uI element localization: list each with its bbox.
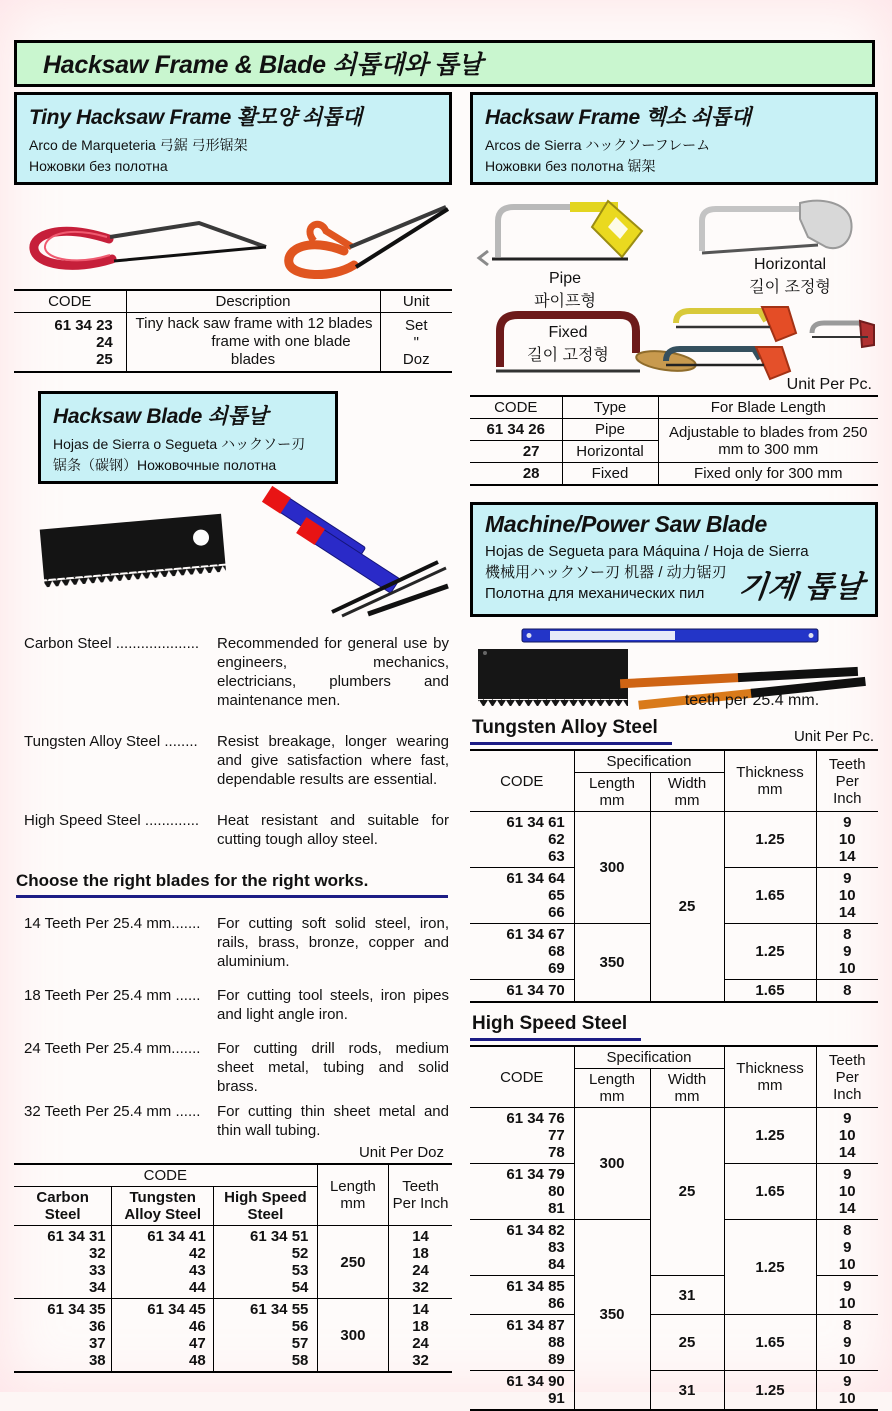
thickness-cell: 1.65 <box>724 1315 816 1371</box>
teeth-cell <box>816 1220 878 1276</box>
teeth-cell <box>816 980 878 1003</box>
tungsten-codes: 61 34 41 42 43 44 <box>147 1228 206 1296</box>
codes: 61 34 76 77 78 <box>506 1110 565 1161</box>
tungsten-header-row-1 <box>470 750 878 773</box>
pipe-label <box>500 267 630 313</box>
frame-table-header-row <box>470 396 878 419</box>
hss-col-length: Length mm <box>574 1069 650 1108</box>
thickness-cell: 1.25 <box>724 1220 816 1315</box>
steel-type-desc: Recommended for general use by engineers, mechanics, electricians, plumbers and maintenance men. <box>217 635 449 709</box>
teeth-values: 14 18 24 32 <box>412 1228 429 1296</box>
frame-code-cell: 61 34 26 <box>470 419 562 441</box>
teeth-guide-desc: For cutting thin sheet metal and thin wall tubing. <box>217 1103 449 1139</box>
hacksaw-blade-image <box>14 490 452 618</box>
machine-blade-subtitle-cn: 機械用ハックソー刃 机器 / 动力锯刃 <box>485 564 727 581</box>
tiny-hacksaw-subtitle-es: Arco de Marqueteria 弓鋸 弓形锯架 <box>29 137 248 153</box>
frame-type-cell: Fixed <box>562 463 658 486</box>
tiny-codes: 61 34 23 24 25 <box>54 316 113 368</box>
code-cell <box>470 812 574 868</box>
frame-table-row <box>470 463 878 486</box>
teeth-guide-label: 18 Teeth Per 25.4 mm ...... <box>24 987 201 1004</box>
frame-col-type: Type <box>562 396 658 419</box>
hss-col-teeth: Teeth Per Inch <box>816 1046 878 1108</box>
thickness-cell: 1.25 <box>724 1108 816 1164</box>
machine-blade-header <box>470 502 878 617</box>
code-cell <box>470 1371 574 1411</box>
tungsten-col-code: CODE <box>470 750 574 812</box>
hss-col-code: CODE <box>470 1046 574 1108</box>
teeth-guide-label: 14 Teeth Per 25.4 mm....... <box>24 915 201 932</box>
tungsten-codes: 61 34 45 46 47 48 <box>147 1301 206 1369</box>
blade-table-header-row-1 <box>14 1164 452 1187</box>
tiny-hacksaw-image <box>14 187 452 287</box>
width-25-cell: 25 <box>650 1108 724 1276</box>
teeth-guide-desc: For cutting tool steels, iron pipes and light angle iron. <box>217 987 449 1023</box>
fixed-label <box>504 321 632 367</box>
code-cell <box>470 924 574 980</box>
length-350-cell: 350 <box>574 1220 650 1411</box>
steel-type-item <box>14 811 452 849</box>
tungsten-col-spec: Specification <box>574 750 724 773</box>
teeth-guide-item <box>14 1039 452 1096</box>
carbon-codes: 61 34 35 36 37 38 <box>47 1301 106 1369</box>
blade-col-code: CODE <box>14 1164 317 1187</box>
codes: 61 34 70 <box>506 982 565 999</box>
code-cell <box>470 1315 574 1371</box>
steel-type-desc: Resist breakage, longer wearing and give satisfaction where fast, dependable results are essential. <box>217 733 449 788</box>
tiny-hacksaw-header <box>14 92 452 185</box>
teeth-guide-item <box>14 986 452 1024</box>
teeth-per-note: teeth per 25.4 mm. <box>684 692 820 709</box>
teeth-guide-item <box>14 914 452 971</box>
tungsten-col-length: Length mm <box>574 773 650 812</box>
tungsten-heading: Tungsten Alloy Steel <box>470 717 672 745</box>
hss-heading-row <box>470 1013 878 1041</box>
teeth-guide-item <box>14 1102 452 1140</box>
steel-type-item <box>14 634 452 710</box>
blade-col-carbon: Carbon Steel <box>14 1187 112 1226</box>
code-cell <box>470 1276 574 1315</box>
fixed-label-en: Fixed <box>548 324 588 341</box>
hacksaw-frame-subtitle-es: Arcos de Sierra ハックソーフレーム <box>485 137 711 153</box>
right-column <box>470 92 878 1411</box>
steel-type-label: Tungsten Alloy Steel ........ <box>24 733 198 750</box>
width-25-cell: 25 <box>650 1315 724 1371</box>
hss-group-row <box>470 1276 878 1315</box>
unit-per-pc-note-frames: Unit Per Pc. <box>786 376 872 393</box>
teeth-guide-label: 32 Teeth Per 25.4 mm ...... <box>24 1103 201 1120</box>
tiny-desc-cell <box>126 313 380 373</box>
page-title: Hacksaw Frame & Blade 쇠톱대와 톱날 <box>43 51 483 79</box>
tiny-col-description: Description <box>126 290 380 313</box>
tungsten-heading-row <box>470 717 878 745</box>
teeth-cell <box>816 868 878 924</box>
teeth-cell <box>816 1315 878 1371</box>
code-cell <box>470 868 574 924</box>
unit-per-doz-note: Unit Per Doz <box>358 1144 444 1161</box>
hss-codes-cell <box>214 1299 318 1373</box>
thickness-cell: 1.65 <box>724 868 816 924</box>
code-cell <box>470 1108 574 1164</box>
hss-group-row <box>470 1315 878 1371</box>
page-title-banner <box>14 40 875 87</box>
hacksaw-frame-subtitle-ru: Ножовки без полотна 锯架 <box>485 158 656 174</box>
hss-table <box>470 1045 878 1411</box>
tungsten-col-width: Width mm <box>650 773 724 812</box>
hss-group-row <box>470 1371 878 1411</box>
carbon-codes-cell <box>14 1299 112 1373</box>
hacksaw-blade-subtitle-ru: 锯条（碳钢）Ножовочные полотна <box>53 457 277 473</box>
teeth-cell <box>816 1108 878 1164</box>
thickness-cell: 1.65 <box>724 980 816 1003</box>
machine-blade-subtitle-es: Hojas de Segueta para Máquina / Hoja de Sierra <box>485 543 809 560</box>
blade-col-hss: High Speed Steel <box>214 1187 318 1226</box>
teeth-cell <box>816 924 878 980</box>
tiny-hacksaw-table <box>14 289 452 373</box>
code-cell <box>470 980 574 1003</box>
frame-table-row <box>470 419 878 441</box>
length-350-cell: 350 <box>574 924 650 1003</box>
tiny-hacksaw-subtitle-ru: Ножовки без полотна <box>29 158 168 174</box>
thickness-cell: 1.65 <box>724 1164 816 1220</box>
hss-col-spec: Specification <box>574 1046 724 1069</box>
hss-col-thickness: Thickness mm <box>724 1046 816 1108</box>
codes: 61 34 67 68 69 <box>506 926 565 977</box>
pipe-label-kr: 파이프형 <box>534 293 596 310</box>
thickness-cell: 1.25 <box>724 924 816 980</box>
hacksaw-frame-illustrations <box>470 193 878 393</box>
tungsten-col-thickness: Thickness mm <box>724 750 816 812</box>
unit-per-pc-note-tungsten: Unit Per Pc. <box>793 728 874 745</box>
codes: 61 34 82 83 84 <box>506 1222 565 1273</box>
tungsten-codes-cell <box>112 1299 214 1373</box>
length-300-cell: 300 <box>574 812 650 924</box>
frame-col-length: For Blade Length <box>658 396 878 419</box>
frame-code-cell: 27 <box>470 441 562 463</box>
tiny-desc-2: frame with one blade <box>211 333 351 350</box>
teeth-cell <box>816 1371 878 1411</box>
horizontal-label-en: Horizontal <box>753 256 827 273</box>
hacksaw-blade-header <box>38 391 338 484</box>
teeth-cell <box>816 812 878 868</box>
code-cell <box>470 1220 574 1276</box>
pipe-label-en: Pipe <box>548 270 582 287</box>
teeth-values: 9 10 <box>838 1278 856 1312</box>
frame-length-adjustable-cell: Adjustable to blades from 250 mm to 300 mm <box>658 419 878 463</box>
codes: 61 34 64 65 66 <box>506 870 565 921</box>
teeth-guide-desc: For cutting soft solid steel, iron, rails, brass, bronze, copper and aluminium. <box>217 915 449 970</box>
hacksaw-frame-table <box>470 395 878 486</box>
blade-table-group-row <box>14 1226 452 1299</box>
machine-blade-subtitle-ru: Полотна для механических пил <box>485 585 705 602</box>
teeth-cell <box>389 1299 452 1373</box>
hacksaw-blade-subtitle-es: Hojas de Sierra o Segueta ハックソー刃 <box>53 436 306 452</box>
codes: 61 34 85 86 <box>506 1278 565 1312</box>
steel-type-list <box>14 634 452 849</box>
codes: 61 34 90 91 <box>506 1373 565 1407</box>
tiny-codes-cell <box>14 313 126 373</box>
tiny-desc-1: Tiny hack saw frame with 12 blades <box>135 315 373 332</box>
hacksaw-blade-title: Hacksaw Blade 쇠톱날 <box>53 405 268 428</box>
teeth-values: 8 9 10 <box>838 1222 856 1273</box>
frame-type-cell: Horizontal <box>562 441 658 463</box>
frame-length-fixed-cell: Fixed only for 300 mm <box>658 463 878 486</box>
hacksaw-frame-title: Hacksaw Frame 헥소 쇠톱대 <box>485 106 751 129</box>
codes: 61 34 79 80 81 <box>506 1166 565 1217</box>
tungsten-group-row <box>470 812 878 868</box>
thickness-cell: 1.25 <box>724 1371 816 1411</box>
hss-codes-cell <box>214 1226 318 1299</box>
teeth-cell <box>389 1226 452 1299</box>
teeth-guide-label: 24 Teeth Per 25.4 mm....... <box>24 1040 201 1057</box>
codes: 61 34 61 62 63 <box>506 814 565 865</box>
tiny-units: Set " Doz <box>402 316 430 368</box>
frame-code-cell: 28 <box>470 463 562 486</box>
teeth-values: 9 10 14 <box>838 1166 856 1217</box>
blade-code-table <box>14 1163 452 1373</box>
teeth-values: 8 <box>843 982 852 999</box>
width-cell: 25 <box>650 812 724 1003</box>
steel-type-label: Carbon Steel .................... <box>24 635 200 652</box>
hss-col-width: Width mm <box>650 1069 724 1108</box>
teeth-values: 9 10 <box>838 1373 856 1407</box>
tungsten-col-teeth: Teeth Per Inch <box>816 750 878 812</box>
teeth-values: 9 10 14 <box>838 814 856 865</box>
teeth-values: 8 9 10 <box>838 926 856 977</box>
teeth-cell <box>816 1276 878 1315</box>
steel-type-label: High Speed Steel ............. <box>24 812 200 829</box>
tiny-desc-3: blades <box>230 351 276 368</box>
tiny-col-code: CODE <box>14 290 126 313</box>
width-31-cell: 31 <box>650 1276 724 1315</box>
hss-header-row-1 <box>470 1046 878 1069</box>
length-cell: 300 <box>317 1299 388 1373</box>
machine-blade-title-kr: 기계 톱날 <box>736 571 865 604</box>
codes: 61 34 87 88 89 <box>506 1317 565 1368</box>
tiny-col-unit: Unit <box>380 290 452 313</box>
length-cell: 250 <box>317 1226 388 1299</box>
left-column <box>14 92 452 1373</box>
teeth-cell <box>816 1164 878 1220</box>
carbon-codes-cell <box>14 1226 112 1299</box>
teeth-guide-desc: For cutting drill rods, medium sheet metal, tubing and solid brass. <box>217 1040 449 1095</box>
frame-col-code: CODE <box>470 396 562 419</box>
hss-heading: High Speed Steel <box>470 1013 641 1041</box>
blade-col-length: Length mm <box>317 1164 388 1226</box>
blade-col-tungsten: Tungsten Alloy Steel <box>112 1187 214 1226</box>
horizontal-label <box>710 253 870 299</box>
teeth-values: 9 10 14 <box>838 1110 856 1161</box>
steel-type-item <box>14 732 452 789</box>
tungsten-codes-cell <box>112 1226 214 1299</box>
hacksaw-frame-header <box>470 92 878 185</box>
teeth-values: 14 18 24 32 <box>412 1301 429 1369</box>
frame-type-cell: Pipe <box>562 419 658 441</box>
machine-blade-illustrations <box>470 623 878 715</box>
teeth-values: 9 10 14 <box>838 870 856 921</box>
tiny-table-body-row <box>14 313 452 373</box>
blade-table-group-row <box>14 1299 452 1373</box>
tiny-units-cell <box>380 313 452 373</box>
choose-blades-heading: Choose the right blades for the right works. <box>16 871 448 898</box>
fixed-label-kr: 길이 고정형 <box>527 347 609 364</box>
blade-col-teeth: Teeth Per Inch <box>389 1164 452 1226</box>
length-300-cell: 300 <box>574 1108 650 1220</box>
tiny-table-header-row <box>14 290 452 313</box>
tiny-hacksaw-title: Tiny Hacksaw Frame 활모양 쇠톱대 <box>29 106 362 129</box>
hss-group-row <box>470 1108 878 1164</box>
teeth-guide-list <box>14 914 452 1140</box>
hss-codes: 61 34 55 56 57 58 <box>249 1301 309 1369</box>
machine-blade-title: Machine/Power Saw Blade <box>485 511 767 537</box>
teeth-values: 8 9 10 <box>838 1317 856 1368</box>
width-31-cell: 31 <box>650 1371 724 1411</box>
tungsten-table <box>470 749 878 1003</box>
carbon-codes: 61 34 31 32 33 34 <box>47 1228 106 1296</box>
code-cell <box>470 1164 574 1220</box>
thickness-cell: 1.25 <box>724 812 816 868</box>
hss-codes: 61 34 51 52 53 54 <box>249 1228 309 1296</box>
steel-type-desc: Heat resistant and suitable for cutting tough alloy steel. <box>217 812 449 848</box>
horizontal-label-kr: 길이 조정형 <box>749 279 831 296</box>
